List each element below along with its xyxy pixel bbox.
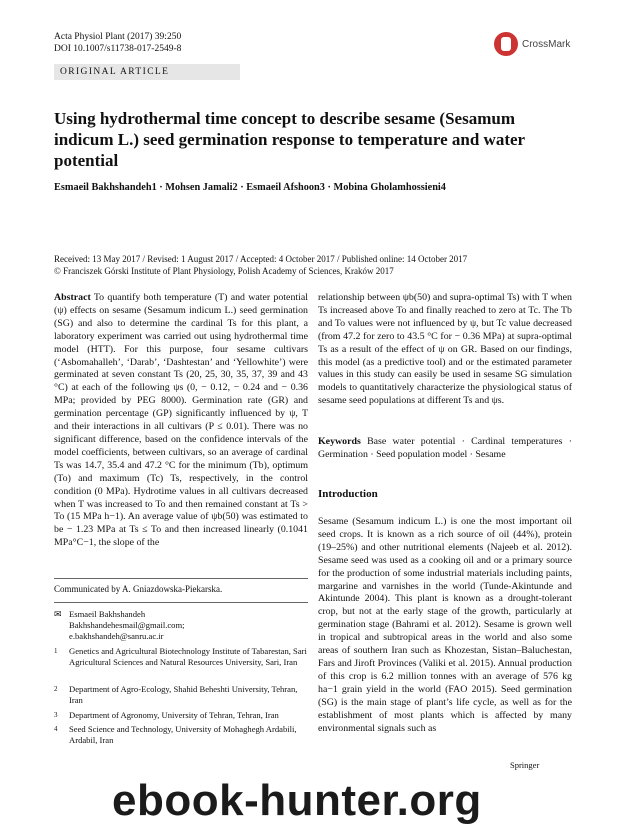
communicated-by: Communicated by A. Gniazdowska-Piekarska. (54, 584, 223, 594)
section-heading-introduction: Introduction (318, 488, 378, 500)
abstract-continued: relationship between ψb(50) and supra-optimal Ts) with T when Ts increased above To and finally reached to zero at Tc. The Tb and To values were not influenced by ψ, but Tc value decreased (from 47.2 for zero to 43.5 °C for − 0.36 MPa) at supra-optimal Ts as a result of the effect of ψ on GR. Based on our findings, this model (as a predictive tool) and or the estimated parameter values in this study can easily be used in sesame SG simulation models to quantitatively characterize the physiological status of sesame seed populations at different Ts and ψs. (318, 292, 572, 407)
publisher-logo: Springer (510, 760, 540, 770)
affiliation (54, 710, 308, 721)
corresponding-author (54, 609, 308, 642)
abstract (54, 292, 308, 550)
affiliation-number: 2 (54, 685, 58, 693)
corresponding-name: Esmaeil Bakhshandeh (69, 609, 146, 619)
crossmark-badge[interactable] (494, 30, 582, 58)
affiliation-text: Seed Science and Technology, University of Mohaghegh Ardabili, Ardabil, Iran (69, 724, 297, 745)
author-list: Esmaeil Bakhshandeh1 · Mohsen Jamali2 · Esmaeil Afshoon3 · Mobina Gholamhossieni4 (54, 182, 446, 193)
keywords-label: Keywords (318, 436, 361, 447)
crossmark-icon (494, 32, 518, 56)
introduction-text: Sesame (Sesamum indicum L.) is one the most important oil seed crops. It is known as a rich source of oil (44%), protein (19–25%) and other nutritional elements (Najeeb et al. 2012). Sesame seed was used as a cooking oil and or a primary source for the production of some industrial materials including paints, margarine and varnishes in the world (Tunde-Akintunde and Akintunde 2004). This plant is known as a drought-tolerant crop, but not at the early stage of the growth, particularly at germination stage (Bahrami et al. 2012). Sesame is grown well in tropical and subtropical areas in the world and also some areas of southern Iran such as Khozestan, Sistan–Baluchestan, Fars and Jiroft Provinces (Valiki et al. 2015). Annual production of this crop is 6.2 million tonnes with an average of 576 kg ha−1 grain yield in the world (FAO 2015). Seed germination (SG) is the main stage of plant’s life cycle, as well as for the establishment of most plants which is affected by many environmental signals such as (318, 516, 572, 734)
abstract-label: Abstract (54, 292, 91, 303)
email-link[interactable]: e.bakhshandeh@sanru.ac.ir (69, 631, 164, 641)
article-type-banner: ORIGINAL ARTICLE (54, 64, 240, 80)
publication-dates (54, 253, 574, 277)
doi: DOI 10.1007/s11738-017-2549-8 (54, 44, 182, 54)
copyright-line: © Franciszek Górski Institute of Plant Physiology, Polish Academy of Sciences, Kraków 2017 (54, 266, 394, 276)
affiliation (54, 724, 308, 746)
history-dates: Received: 13 May 2017 / Revised: 1 August 2017 / Accepted: 4 October 2017 / Published online: 14 October 2017 (54, 254, 468, 264)
footnote-rule (54, 578, 308, 579)
crossmark-label: CrossMark (522, 38, 571, 50)
keywords (318, 436, 572, 462)
keywords-text: Base water potential · Cardinal temperatures · Germination · Seed population model · Sesame (318, 436, 572, 460)
envelope-icon: ✉ (54, 609, 62, 619)
abstract-text: To quantify both temperature (T) and water potential (ψ) effects on sesame (Sesamum indicum L.) seed germination (SG) and also to determine the cardinal Ts for this plant, a laboratory experiment was carried out using hydrothermal time model (HTT). For this purpose, four sesame cultivars (‘Asbomahalleh’, ‘Darab’, ‘Dashtestan’ and ‘Yellowhite’) were germinated at seven constant Ts (20, 25, 30, 35, 37, 39 and 43 °C) at each of the following ψs (0, − 0.12, − 0.24 and − 0.36 MPa; provided by PEG 8000). Germination rate (GR) and germination percentage (GP) significantly influenced by ψ, T and their interactions in all cultivars (P ≤ 0.01). There was no significant difference, based on the confidence intervals of the model coefficients, between cultivars, so an average of cardinal Ts was 14.7, 35.4 and 47.2 °C for the minimum (Tb), optimum (To) and maximum (Tc) Ts, respectively, in the control condition (0 MPa). Hydrotime values in all cultivars decreased when T was increased to To and then remained constant at Ts > To (15 MPa h−1). An average value of ψb(50) was estimated to be − 1.23 MPa at Ts ≤ To and then increased linearly (0.1041 MPa°C−1, the slope of the (54, 292, 308, 549)
paper-title: Using hydrothermal time concept to describe sesame (Sesamum indicum L.) seed germination response to temperature and water potential (54, 109, 525, 170)
journal-citation: Acta Physiol Plant (2017) 39:250 (54, 32, 182, 42)
email-link[interactable]: Bakhshandehesmail@gmail.com; (69, 620, 185, 630)
affiliation (54, 646, 308, 668)
affiliation-number: 4 (54, 725, 58, 733)
affiliation (54, 684, 308, 706)
affiliation-number: 1 (54, 647, 58, 655)
watermark: ebook-hunter.org (112, 776, 482, 825)
affiliation-text: Department of Agronomy, University of Tehran, Tehran, Iran (69, 710, 279, 720)
affiliation-text: Genetics and Agricultural Biotechnology Institute of Tabarestan, Sari Agricultural Sciences and Natural Resources University, Sari, Iran (69, 646, 307, 667)
footnote-rule (54, 602, 308, 603)
affiliation-text: Department of Agro-Ecology, Shahid Beheshti University, Tehran, Iran (69, 684, 298, 705)
affiliation-number: 3 (54, 711, 58, 719)
